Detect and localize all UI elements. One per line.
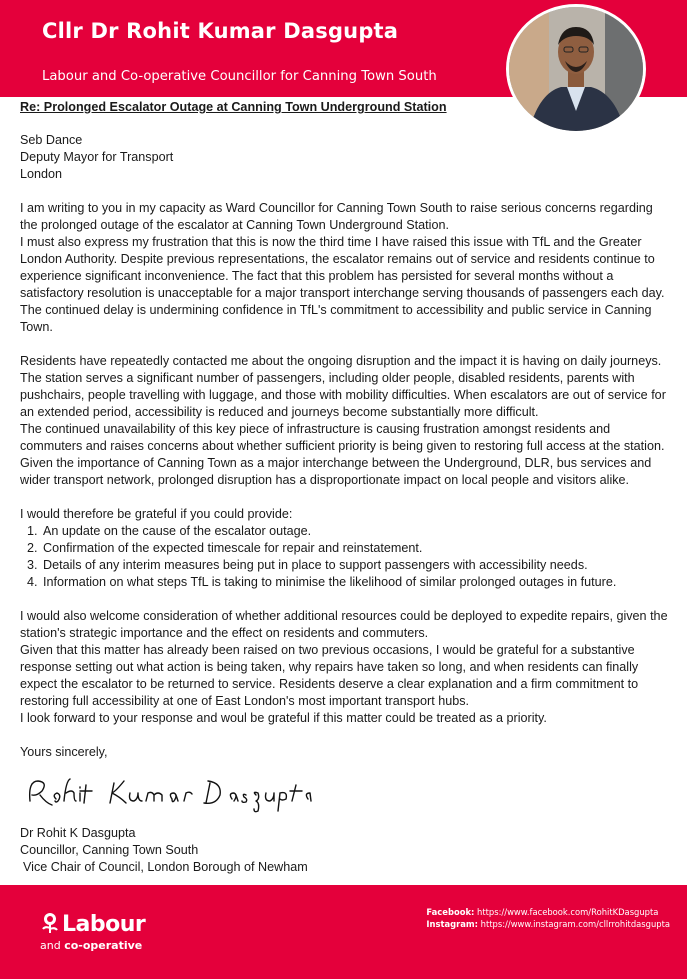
paragraph: The continued unavailability of this key piece of infrastructure is causing frustration amongst residents and commuters and raises concerns about whether sufficient priority is being given to restoring full access at the station. Given the importance of Canning Town as a major interchange between the Underground, DLR, bus services and wider transport network, prolonged disruption has a disproportionate impact on local people and visitors alike. — [20, 422, 665, 487]
request-item: 3. Details of any interim measures being put in place to support passengers with accessibility needs. — [41, 557, 672, 574]
facebook-label: Facebook: — [426, 907, 475, 917]
request-list — [20, 523, 672, 591]
instagram-line — [426, 918, 670, 930]
handwritten-signature — [22, 771, 312, 815]
signatory-block — [20, 825, 672, 876]
recipient-name: Seb Dance — [20, 133, 83, 147]
facebook-link[interactable]: https://www.facebook.com/RohitKDasgupta — [477, 907, 659, 917]
social-links — [426, 906, 670, 930]
paragraph: Given that this matter has already been raised on two previous occasions, I would be grateful for a substantive response setting out what action is being taken, why repairs have taken so long, and when residents can finally expect the escalator to be returned to service. Residents deserve a clear explanation and a firm commitment to restoring full accessibility at one of East London's most important transport hubs. — [20, 643, 639, 708]
request-item: 1. An update on the cause of the escalator outage. — [41, 523, 672, 540]
labour-coop-logo — [40, 912, 145, 952]
signatory-office: Vice Chair of Council, London Borough of Newham — [23, 860, 308, 874]
letter-body — [20, 99, 672, 876]
labour-wordmark: Labour — [62, 912, 146, 937]
request-intro: I would therefore be grateful if you could provide: — [20, 507, 293, 521]
request-item: 2. Confirmation of the expected timescale for repair and reinstatement. — [41, 540, 672, 557]
paragraph: I am writing to you in my capacity as Ward Councillor for Canning Town South to raise serious concerns regarding the prolonged outage of the escalator at Canning Town Underground Station. — [20, 201, 653, 232]
logo-and: and — [40, 939, 65, 952]
labour-rose-icon — [40, 912, 60, 939]
signatory-name: Dr Rohit K Dasgupta — [20, 826, 136, 840]
request-item: 4. Information on what steps TfL is taking to minimise the likelihood of similar prolonged outages in future. — [41, 574, 672, 591]
logo-coop: co-operative — [64, 939, 143, 952]
paragraph: I would also welcome consideration of whether additional resources could be deployed to expedite repairs, given the station's strategic importance and the effect on residents and commuters. — [20, 609, 668, 640]
paragraph: I must also express my frustration that this is now the third time I have raised this issue with TfL and the Greater London Authority. Despite previous representations, the escalator remains out of service and residents continue to experience significant inconvenience. The fact that this problem has persisted for several months without a satisfactory resolution is unacceptable for a major transport interchange serving thousands of passengers each day. The continued delay is undermining confidence in TfL's commitment to accessibility and public service in Canning Town. — [20, 235, 665, 334]
paragraph: Residents have repeatedly contacted me about the ongoing disruption and the impact it is having on daily journeys. The station serves a significant number of passengers, including older people, disabled residents, parents with pushchairs, people travelling with luggage, and those with mobility difficulties. When escalators are out of service for an extended period, accessibility is reduced and journeys become substantially more difficult. — [20, 354, 666, 419]
facebook-line — [426, 906, 670, 918]
recipient-block — [20, 132, 672, 183]
councillor-role: Labour and Co-operative Councillor for Canning Town South — [42, 69, 437, 84]
recipient-city: London — [20, 167, 63, 181]
letter-subject: Re: Prolonged Escalator Outage at Canning Town Underground Station — [20, 100, 447, 114]
recipient-title: Deputy Mayor for Transport — [20, 150, 174, 164]
paragraph: I look forward to your response and woul be grateful if this matter could be treated as a priority. — [20, 711, 547, 725]
signatory-position: Councillor, Canning Town South — [20, 843, 199, 857]
instagram-label: Instagram: — [426, 919, 478, 929]
councillor-name: Cllr Dr Rohit Kumar Dasgupta — [42, 19, 399, 43]
closing: Yours sincerely, — [20, 745, 108, 759]
instagram-link[interactable]: https://www.instagram.com/cllrrohitdasgupta — [480, 919, 670, 929]
